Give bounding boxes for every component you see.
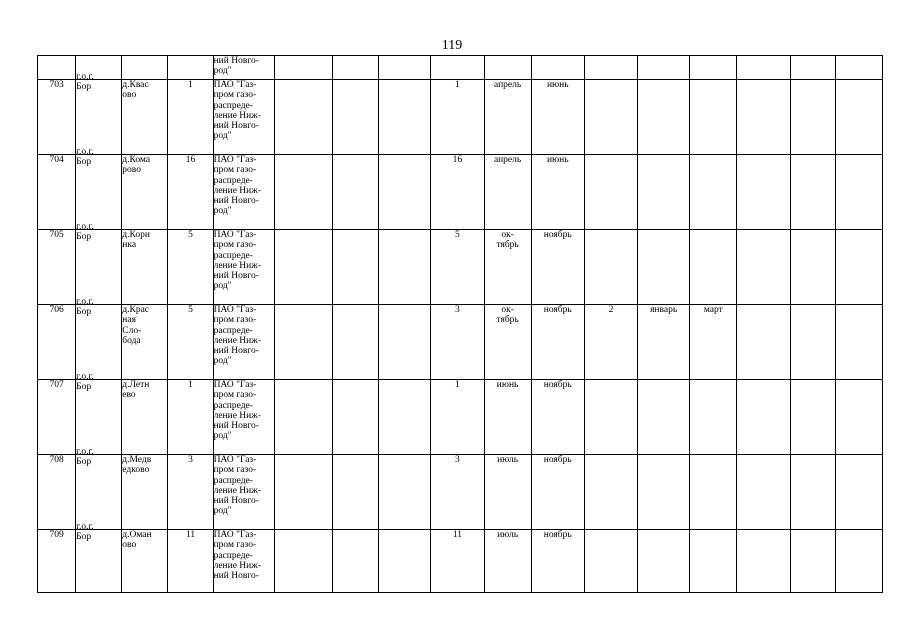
start-month-text: июнь <box>496 380 519 390</box>
organization-text: ПАО "Газ- пром газо- распреде- ление Ниж- ний Новго- род" <box>213 305 261 367</box>
locality-text: д.Квас ово <box>122 80 149 101</box>
start-month-cell <box>484 305 531 380</box>
district-cell <box>76 372 122 455</box>
end-month-cell <box>531 155 584 230</box>
empty-cell <box>333 80 379 155</box>
empty-cell <box>790 380 835 455</box>
empty-cell <box>835 530 882 593</box>
empty-cell <box>274 80 332 155</box>
locality-text: д.Кома рово <box>122 155 151 176</box>
locality-cell <box>122 305 168 380</box>
organization-text: ПАО "Газ- пром газо- распреде- ление Ниж- ний Новго- род" <box>213 380 261 442</box>
empty-cell <box>333 455 379 530</box>
count2-cell <box>431 455 484 530</box>
empty-cell <box>274 230 332 305</box>
count3-cell <box>584 380 637 455</box>
district-cell <box>76 147 122 230</box>
district-cell <box>76 522 122 593</box>
count3-text: 2 <box>608 305 614 315</box>
row-number: 705 <box>49 230 64 240</box>
end-month-cell <box>531 455 584 530</box>
row-number: 707 <box>49 380 64 390</box>
end-month2-cell <box>690 80 737 155</box>
count2-text: 11 <box>452 530 462 540</box>
count-text: 5 <box>188 305 193 315</box>
organization-cell <box>213 80 274 155</box>
start-month2-cell <box>638 455 690 530</box>
count2-cell <box>431 380 484 455</box>
start-month2-text: январь <box>650 305 678 315</box>
organization-cell <box>213 155 274 230</box>
start-month2-cell <box>638 530 690 593</box>
end-month-text: ноябрь <box>543 455 572 465</box>
organization-cell <box>213 530 274 593</box>
district-text: г.о.г. Бор <box>76 147 94 168</box>
empty-cell <box>333 230 379 305</box>
count2-cell <box>431 155 484 230</box>
empty-cell <box>379 455 431 530</box>
end-month-text: ноябрь <box>543 305 572 315</box>
count-cell <box>168 230 213 305</box>
row-number <box>38 155 76 230</box>
empty-cell <box>274 530 332 593</box>
district-text: г.о.г. Бор <box>76 372 94 393</box>
empty-cell <box>379 305 431 380</box>
district-text: г.о.г. Бор <box>76 72 94 93</box>
start-month-text: апрель <box>493 80 522 90</box>
start-month-cell <box>484 380 531 455</box>
count2-cell <box>431 305 484 380</box>
empty-cell <box>835 155 882 230</box>
table-row <box>38 305 883 380</box>
row-number <box>38 380 76 455</box>
empty-cell <box>835 380 882 455</box>
empty-cell <box>379 380 431 455</box>
row-number: 706 <box>49 305 64 315</box>
end-month-text: июнь <box>546 155 569 165</box>
start-month-text: июль <box>497 530 519 540</box>
count3-cell <box>584 305 637 380</box>
count2-cell <box>431 80 484 155</box>
count3-cell <box>584 455 637 530</box>
empty-cell <box>790 305 835 380</box>
empty-cell <box>790 530 835 593</box>
count-text: 11 <box>185 530 196 540</box>
end-month-cell <box>531 80 584 155</box>
count2-text: 3 <box>455 455 460 465</box>
table-row <box>38 80 883 155</box>
empty-cell <box>737 455 790 530</box>
empty-cell <box>274 455 332 530</box>
org-text: ний Новго- род" <box>213 56 259 77</box>
start-month-text: ок- тябрь <box>496 305 519 326</box>
empty-cell <box>737 230 790 305</box>
row-number <box>38 530 76 593</box>
organization-text: ПАО "Газ- пром газо- распреде- ление Ниж- ний Новго- род" <box>213 155 261 217</box>
start-month2-cell <box>638 155 690 230</box>
empty-cell <box>835 80 882 155</box>
empty-cell <box>737 305 790 380</box>
district-cell <box>76 297 122 380</box>
empty-cell <box>737 155 790 230</box>
count3-cell <box>584 155 637 230</box>
count2-text: 1 <box>455 80 460 90</box>
start-month-cell <box>484 80 531 155</box>
end-month-cell <box>531 380 584 455</box>
start-month-cell <box>484 155 531 230</box>
row-number <box>38 230 76 305</box>
locality-text: д.Оман ово <box>122 530 152 551</box>
district-cell <box>76 447 122 530</box>
end-month2-cell <box>690 305 737 380</box>
end-month2-cell <box>690 380 737 455</box>
end-month-cell <box>531 530 584 593</box>
count2-cell <box>431 230 484 305</box>
end-month-cell <box>531 305 584 380</box>
empty-cell <box>737 380 790 455</box>
organization-text: ПАО "Газ- пром газо- распреде- ление Ниж- ний Новго- род" <box>213 80 261 142</box>
empty-cell <box>274 305 332 380</box>
organization-text: ПАО "Газ- пром газо- распреде- ление Ниж- ний Новго- <box>213 530 261 582</box>
row-number <box>38 455 76 530</box>
count-cell <box>168 380 213 455</box>
org-cell <box>213 56 274 80</box>
organization-cell <box>213 455 274 530</box>
end-month-text: ноябрь <box>543 230 572 240</box>
count-text: 1 <box>188 80 193 90</box>
district-cell <box>76 72 122 155</box>
empty-cell <box>835 230 882 305</box>
table-row <box>38 230 883 305</box>
row-number: 704 <box>49 155 64 165</box>
district-text: г.о.г. Бор <box>76 522 94 543</box>
empty-cell <box>835 305 882 380</box>
organization-cell <box>213 380 274 455</box>
count3-cell <box>584 530 637 593</box>
locality-cell <box>122 230 168 305</box>
count2-cell <box>431 530 484 593</box>
count3-cell <box>584 230 637 305</box>
row-number <box>38 305 76 380</box>
data-table <box>37 55 883 593</box>
locality-cell <box>122 530 168 593</box>
empty-cell <box>274 155 332 230</box>
page-number: 119 <box>441 38 463 53</box>
organization-cell <box>213 230 274 305</box>
count-text: 16 <box>185 155 196 165</box>
start-month-cell <box>484 455 531 530</box>
end-month2-text: март <box>703 305 723 315</box>
count-cell <box>168 530 213 593</box>
empty-cell <box>737 80 790 155</box>
start-month-text: апрель <box>493 155 522 165</box>
table-row-continuation <box>38 56 883 80</box>
locality-text: д.Медв едково <box>122 455 152 476</box>
row-number: 708 <box>49 455 64 465</box>
count2-text: 5 <box>455 230 460 240</box>
empty-cell <box>379 530 431 593</box>
locality-text: д.Летн ево <box>122 380 150 401</box>
organization-cell <box>213 305 274 380</box>
organization-text: ПАО "Газ- пром газо- распреде- ление Ниж- ний Новго- род" <box>213 455 261 517</box>
start-month-text: ок- тябрь <box>496 230 519 251</box>
end-month2-cell <box>690 455 737 530</box>
empty-cell <box>835 455 882 530</box>
count-cell <box>168 80 213 155</box>
table-row <box>38 380 883 455</box>
row-number: 703 <box>49 80 64 90</box>
count-text: 3 <box>188 455 193 465</box>
count2-text: 1 <box>455 380 460 390</box>
count2-text: 3 <box>455 305 460 315</box>
district-text: г.о.г. Бор <box>76 447 94 468</box>
district-cell <box>76 222 122 305</box>
empty-cell <box>790 455 835 530</box>
end-month-cell <box>531 230 584 305</box>
count-text: 5 <box>188 230 193 240</box>
empty-cell <box>379 80 431 155</box>
end-month2-cell <box>690 530 737 593</box>
table-row <box>38 455 883 530</box>
count-cell <box>168 455 213 530</box>
count2-text: 16 <box>452 155 463 165</box>
district-text: г.о.г. Бор <box>76 222 94 243</box>
district-text: г.о.г. Бор <box>76 297 94 318</box>
empty-cell <box>790 155 835 230</box>
count-cell <box>168 305 213 380</box>
locality-text: д.Кори нка <box>122 230 150 251</box>
empty-cell <box>737 530 790 593</box>
count3-cell <box>584 80 637 155</box>
count-cell <box>168 155 213 230</box>
empty-cell <box>790 230 835 305</box>
start-month2-cell <box>638 230 690 305</box>
start-month2-cell <box>638 305 690 380</box>
table-row <box>38 530 883 593</box>
row-number <box>38 80 76 155</box>
empty-cell <box>379 230 431 305</box>
locality-cell <box>122 455 168 530</box>
locality-cell <box>122 80 168 155</box>
end-month-text: ноябрь <box>543 530 572 540</box>
locality-text: д.Крас ная Сло- бода <box>122 305 150 346</box>
end-month-text: ноябрь <box>543 380 572 390</box>
start-month2-cell <box>638 380 690 455</box>
end-month-text: июнь <box>546 80 569 90</box>
end-month2-cell <box>690 155 737 230</box>
empty-cell <box>333 380 379 455</box>
start-month-cell <box>484 230 531 305</box>
start-month2-cell <box>638 80 690 155</box>
empty-cell <box>379 155 431 230</box>
locality-cell <box>122 380 168 455</box>
table-row <box>38 155 883 230</box>
count-text: 1 <box>188 380 193 390</box>
empty-cell <box>333 305 379 380</box>
empty-cell <box>333 155 379 230</box>
row-number: 709 <box>49 530 64 540</box>
empty-cell <box>790 80 835 155</box>
start-month-text: июль <box>497 455 519 465</box>
end-month2-cell <box>690 230 737 305</box>
locality-cell <box>122 155 168 230</box>
empty-cell <box>274 380 332 455</box>
empty-cell <box>333 530 379 593</box>
start-month-cell <box>484 530 531 593</box>
organization-text: ПАО "Газ- пром газо- распреде- ление Ниж- ний Новго- род" <box>213 230 261 292</box>
